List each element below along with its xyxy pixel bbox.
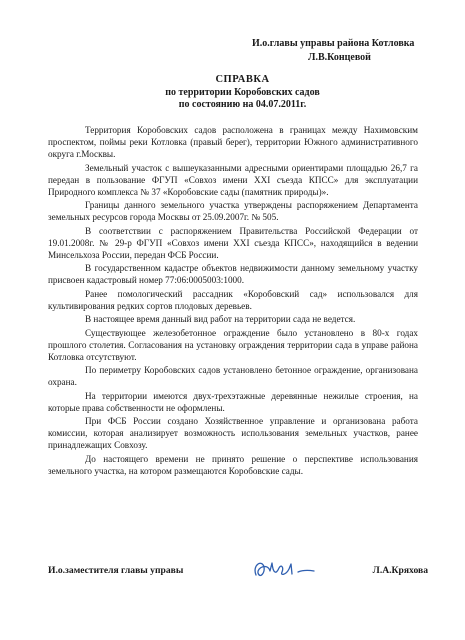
document-body [48, 124, 418, 478]
signature-block [48, 555, 428, 585]
title-heading: СПРАВКА [215, 74, 270, 85]
paragraph: По периметру Коробовских садов установлено бетонное ограждение, организована охрана. [48, 365, 418, 387]
title-subject: по территории Коробовских садов [165, 86, 320, 98]
addressee-name: Л.В.Концевой [308, 52, 371, 63]
paragraph: В соответствии с распоряжением Правительства Российской Федерации от 19.01.2008г. № 29-р ФГУП «Совхоз имени XXI съезда КПСС», находящийся в ведении Минсельхоза России, передан ФСБ России. [48, 225, 418, 260]
addressee-position: И.о.главы управы района Котловка [252, 38, 415, 49]
paragraph: Территория Коробовских садов расположена в границах между Нахимовским проспектом, поймы реки Котловка (правый берег), территории Южного административного округа г.Москвы. [48, 125, 418, 159]
paragraph: В государственном кадастре объектов недвижимости данному земельному участку присвоен кадастровый номер 77:06:0005003:1000. [48, 263, 418, 285]
paragraph: Земельный участок с вышеуказанными адресными ориентирами площадью 26,7 га передан в пользование ФГУП «Совхоз имени XXI съезда КПСС» для эксплуатации Природного комплекса № 37 «Коробовские сады (памятник природы)». [48, 162, 418, 197]
handwritten-signature [248, 555, 318, 585]
signatory-name: Л.А.Кряхова [372, 565, 428, 576]
paragraph: При ФСБ России создано Хозяйственное управление и организована работа комиссии, которая анализирует возможность использования земельных участков, ранее принадлежащих Совхозу. [48, 416, 418, 450]
paragraph: В настоящее время данный вид работ на территории сада не ведется. [85, 314, 356, 324]
title-date: по состоянию на 04.07.2011г. [178, 99, 307, 110]
addressee-block [252, 37, 452, 65]
document-title [0, 74, 465, 112]
paragraph: Границы данного земельного участка утверждены распоряжением Департамента земельных ресурсов города Москвы от 25.09.2007г. № 505. [48, 200, 418, 222]
signatory-position: И.о.заместителя главы управы [48, 565, 184, 576]
paragraph: Ранее помологический рассадник «Коробовский сад» использовался для культивирования редких сортов плодовых деревьев. [48, 288, 418, 311]
paragraph: Существующее железобетонное ограждение было установлено в 80-х годах прошлого столетия. Согласования на установку ограждения территории сада в управе района Котловка отсутствуют. [48, 327, 418, 362]
paragraph: На территории имеются двух-трехэтажные деревянные нежилые строения, на которые права собственности не оформлены. [48, 390, 418, 413]
paragraph: До настоящего времени не принято решение о перспективе использования земельного участка, на котором размещаются Коробовские сады. [48, 453, 418, 476]
